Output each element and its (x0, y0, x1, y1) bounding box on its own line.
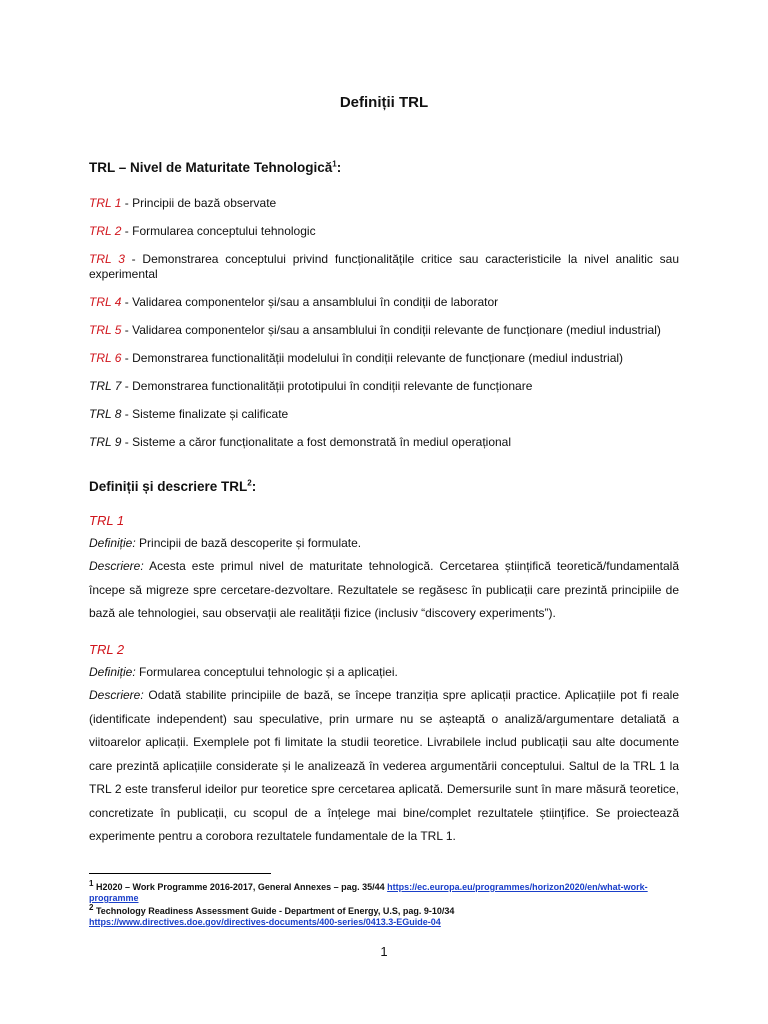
page-title: Definiții TRL (339, 94, 429, 111)
description-label: Descriere: (89, 559, 144, 573)
trl-label: TRL 7 (89, 379, 122, 393)
trl-description: - Sisteme a căror funcționalitate a fost demonstrată în mediul operațional (121, 435, 512, 449)
trl-list-item-2 (89, 224, 679, 239)
trl-label: TRL 3 (89, 252, 125, 266)
section-heading-text: Definiții și descriere TRL (89, 479, 248, 494)
description-text: Odată stabilite principiile de bază, se începe tranziția spre aplicații practice. Aplicațiile pot fi reale (identificate independent) sau speculative, prin urmare nu se așteaptă o analiză/argumentare detaliată a viitoarelor aplicații. Exemplele pot fi limitate la studii teoretice. Livrabilele includ publicații sau alte documente care prezintă aplicațiile considerate și le analizează în vederea argumentării conceptului. Saltul de la TRL 1 la TRL 2 este transferul ideilor pur teoretice spre cercetarea aplicată. Demersurile sunt în mare măsură teoretice, concretizate în publicații, cu scopul de a înțelege mai bine/complet rezultatele științifice. Se proiectează experimente pentru a corobora rezultatele fundamentale de la TRL 1. (89, 688, 679, 843)
page-number: 1 (380, 944, 388, 959)
footnote-text: H2020 – Work Programme 2016-2017, General Annexes – pag. 35/44 (93, 882, 388, 892)
footnote-number: 2 (89, 903, 94, 912)
footnote-text: Technology Readiness Assessment Guide - Department of Energy, U.S, pag. 9-10/34 (93, 906, 455, 916)
definition-text: Formularea conceptului tehnologic și a aplicației. (135, 665, 398, 679)
section-heading-trl-definitions (89, 479, 256, 494)
trl-list-item-5 (89, 323, 679, 338)
definition-text: Principii de bază descoperite și formulate. (135, 536, 362, 550)
trl-description: - Demonstrarea functionalității prototipului în condiții relevante de funcționare (121, 379, 533, 393)
description-label: Descriere: (89, 688, 144, 702)
trl-label: TRL 1 (89, 196, 122, 210)
trl1-definition (89, 536, 679, 551)
section-heading-suffix: : (336, 160, 342, 175)
section-heading-text: TRL – Nivel de Maturitate Tehnologică (89, 160, 333, 175)
footnote-2 (89, 903, 689, 928)
trl-description: - Sisteme finalizate și calificate (121, 407, 289, 421)
description-text: Acesta este primul nivel de maturitate tehnologică. Cercetarea științifică teoretică/fundamentală începe să migreze spre cercetare-dezvoltare. Rezultatele se regăsesc în publicații care prezintă principiile de bază ale tehnologiei, sau observații ale realității fizice (inclusiv “discovery experiments”). (89, 559, 679, 620)
footnote-ref-2: 2 (247, 478, 252, 488)
footnote-link[interactable]: https://www.directives.doe.gov/directives-documents/400-series/0413.3-EGuide-04 (89, 917, 441, 927)
section-heading-trl-levels (89, 160, 341, 175)
footnote-ref-1: 1 (332, 159, 337, 169)
trl-list-item-7 (89, 379, 679, 394)
trl-list-item-3 (89, 252, 683, 282)
footnote-separator (89, 873, 271, 874)
definition-label: Definiție: (89, 665, 136, 679)
footnote-1 (89, 879, 689, 904)
trl-label: TRL 2 (89, 224, 122, 238)
trl-description: - Validarea componentelor și/sau a ansamblului în condiții relevante de funcționare (mediul industrial) (121, 323, 661, 337)
trl-list-item-9 (89, 435, 679, 450)
trl-label: TRL 9 (89, 435, 122, 449)
trl-list-item-6 (89, 351, 679, 366)
trl-list-item-4 (89, 295, 679, 310)
trl-label: TRL 6 (89, 351, 122, 365)
section-heading-suffix: : (251, 479, 257, 494)
trl2-definition (89, 665, 679, 680)
trl-description: - Formularea conceptului tehnologic (121, 224, 316, 238)
trl-description: - Demonstrarea functionalității modelului în condiții relevante de funcționare (mediul industrial) (121, 351, 624, 365)
trl-list-item-1 (89, 196, 679, 211)
trl-description: - Demonstrarea conceptului privind funcționalitățile critice sau caracteristicile la nivel analitic sau experimental (89, 252, 683, 281)
trl-description: - Principii de bază observate (121, 196, 277, 210)
trl-description: - Validarea componentelor și/sau a ansamblului în condiții de laborator (121, 295, 499, 309)
trl1-heading: TRL 1 (89, 513, 125, 528)
trl-label: TRL 8 (89, 407, 122, 421)
definition-label: Definiție: (89, 536, 136, 550)
trl2-description (89, 684, 679, 849)
trl-label: TRL 5 (89, 323, 122, 337)
trl2-heading: TRL 2 (89, 642, 125, 657)
footnote-number: 1 (89, 879, 94, 888)
trl-list-item-8 (89, 407, 679, 422)
trl1-description (89, 555, 679, 626)
footnote-link[interactable]: https://ec.europa.eu/programmes/horizon2020/en/what-work-programme (89, 882, 648, 903)
trl-label: TRL 4 (89, 295, 122, 309)
